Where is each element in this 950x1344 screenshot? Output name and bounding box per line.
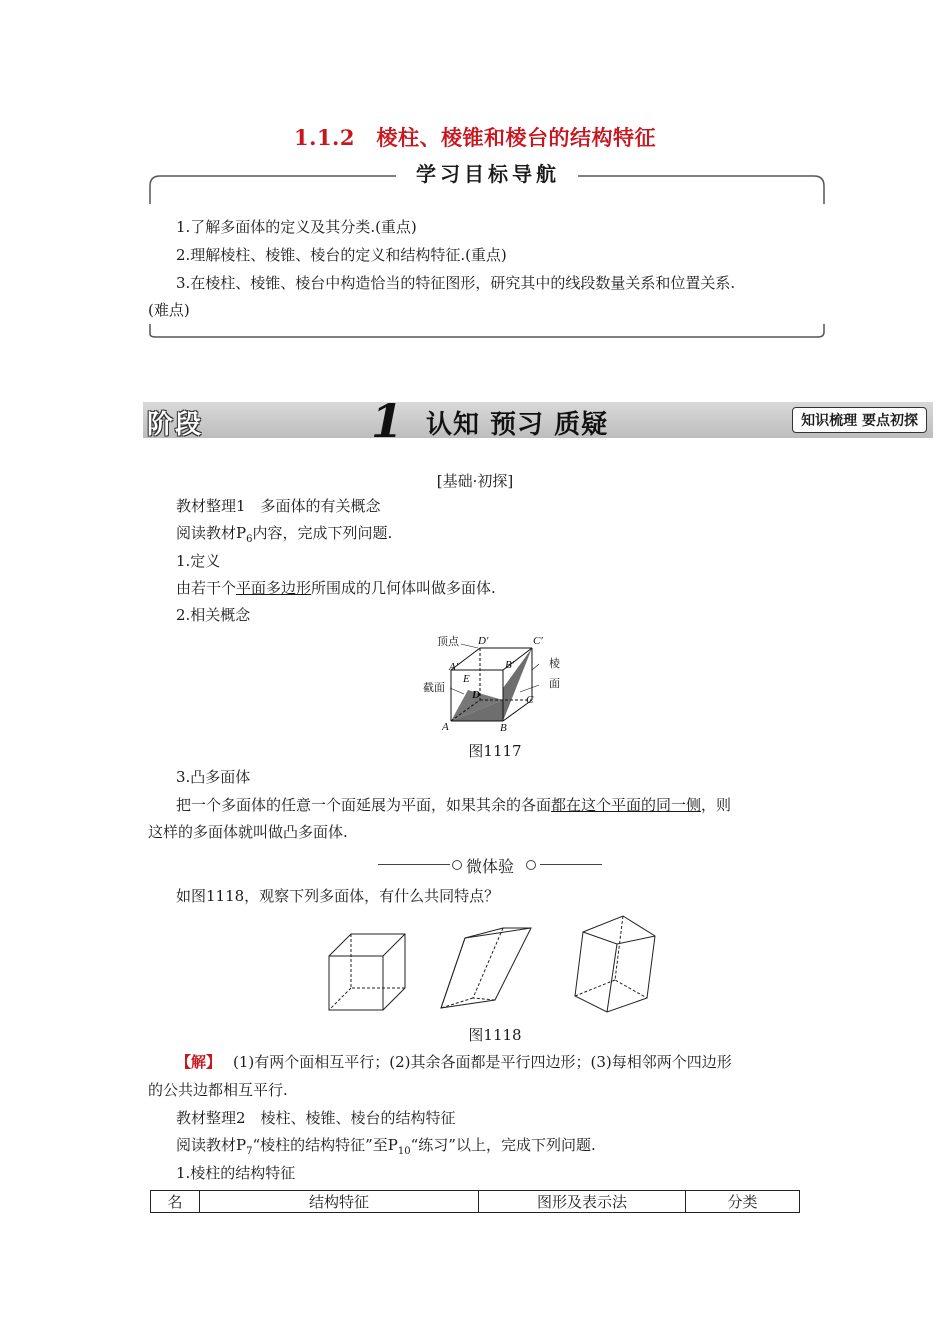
material-2-heading: 教材整理2 棱柱、棱锥、棱台的结构特征 [176, 1109, 456, 1127]
answer-line1: 【解】 (1)有两个面相互平行；(2)其余各面都是平行四边形；(3)每相邻两个四边形 [176, 1053, 732, 1071]
read-instruction-1: 阅读教材$P_6$内容，完成下列问题. [176, 524, 393, 545]
heading-related-concepts: 2.相关概念 [176, 606, 251, 624]
label-edge: 棱 [549, 658, 560, 670]
label-vertex: 顶点 [437, 636, 459, 648]
section-tag: [基础·初探] [436, 472, 514, 490]
heading-prism: 1.棱柱的结构特征 [176, 1164, 296, 1182]
label-Ap: A′ [449, 661, 459, 673]
goal-item-3-cont: (难点) [148, 301, 190, 319]
table-header: 图形及表示法 [479, 1191, 686, 1213]
stage-title: 认知 预习 质疑 [426, 410, 609, 440]
table-header-row [151, 1191, 800, 1213]
figure-1117-caption: 图1117 [468, 742, 522, 760]
label-section: 截面 [423, 682, 445, 694]
convex-text-line2: 这样的多面体就叫做凸多面体. [148, 823, 348, 841]
prism-table [150, 1190, 800, 1213]
label-A: A [442, 721, 449, 733]
page-title: 1.1.2 棱柱、棱锥和棱台的结构特征 [294, 125, 656, 150]
material-1-heading: 教材整理1 多面体的有关概念 [176, 497, 381, 515]
micro-experience-heading: 微体验 [466, 857, 515, 876]
goal-item-2: 2.理解棱柱、棱锥、棱台的定义和结构特征.(重点) [176, 246, 507, 264]
circle-icon [452, 860, 462, 870]
goal-heading: 学习目标导航 [398, 158, 578, 187]
label-C: C [526, 694, 534, 706]
definition-text: 由若干个平面多边形所围成的几何体叫做多面体. [176, 579, 496, 597]
convex-text-line1: 把一个多面体的任意一个面延展为平面，如果其余的各面都在这个平面的同一侧，则 [176, 796, 732, 814]
label-D: D [472, 689, 480, 701]
heading-convex: 3.凸多面体 [176, 768, 251, 786]
stage-banner [143, 394, 933, 448]
label-face: 面 [549, 678, 560, 690]
question-text: 如图1118，观察下列多面体，有什么共同特点？ [176, 887, 500, 905]
table-header: 名 [151, 1191, 200, 1213]
label-Bp: B′ [505, 659, 515, 671]
stage-tag: 知识梳理 要点初探 [792, 407, 927, 433]
label-Cp: C′ [533, 635, 543, 647]
polyhedra-figure-1118 [325, 910, 665, 1015]
figure-1118-caption: 图1118 [468, 1026, 522, 1044]
heading-definition: 1.定义 [176, 552, 221, 570]
circle-icon [526, 860, 536, 870]
goal-item-3: 3.在棱柱、棱锥、棱台中构造恰当的特征图形，研究其中的线段数量关系和位置关系. [176, 274, 736, 292]
answer-line2: 的公共边都相互平行. [148, 1081, 288, 1099]
table-header: 结构特征 [200, 1191, 479, 1213]
divider-left [378, 864, 450, 865]
divider-right [540, 864, 602, 865]
label-E: E [463, 673, 470, 685]
label-B: B [500, 722, 507, 734]
table-header: 分类 [686, 1191, 800, 1213]
stage-label: 阶段 [147, 410, 204, 440]
goal-item-1: 1.了解多面体的定义及其分类.(重点) [176, 218, 417, 236]
read-instruction-2: 阅读教材$P_7“$棱柱的结构特征”至$P_{10}“$练习”以上，完成下列问题. [176, 1136, 596, 1157]
polyhedron-figure-1117 [420, 630, 570, 735]
label-Dp: D′ [478, 635, 489, 647]
stage-number: 1 [371, 394, 404, 448]
